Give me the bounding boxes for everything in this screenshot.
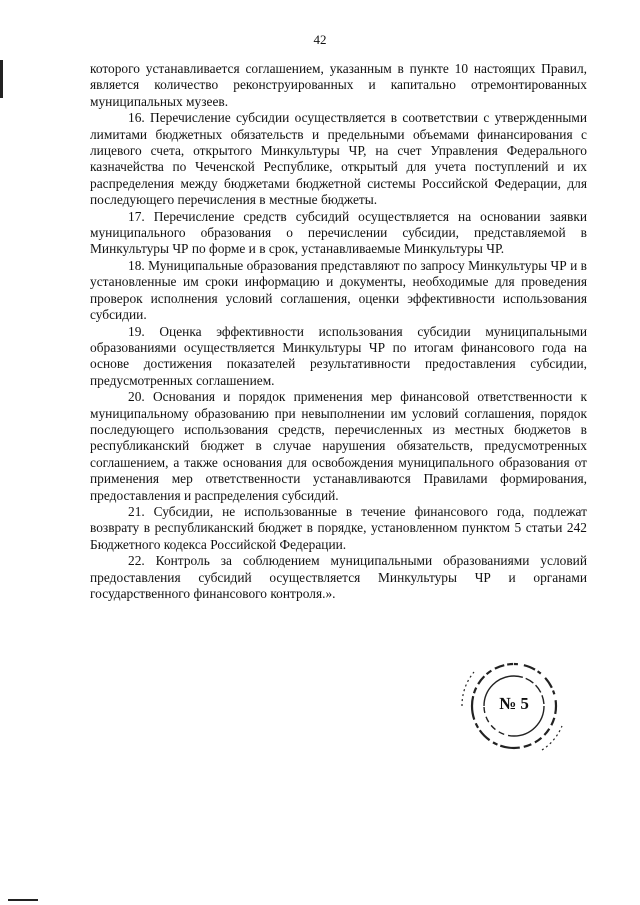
official-stamp	[454, 646, 574, 766]
scan-edge-mark	[0, 60, 3, 98]
document-body	[90, 61, 587, 602]
paragraph-19: 19. Оценка эффективности использования субсидии муниципальными образованиями осуществляется Минкультуры ЧР по итогам финансового года на основе достижения показателей результативности предоставления субсидии, предусмотренных соглашением.	[90, 323, 587, 388]
paragraph-18: 18. Муниципальные образования представляют по запросу Минкультуры ЧР и в установленные им сроки информацию и документы, необходимые для проведения проверок исполнения условий соглашения, оценки эффективности использования субсидии.	[90, 257, 587, 323]
page-number: 42	[313, 32, 327, 47]
paragraph-17: 17. Перечисление средств субсидий осуществляется на основании заявки муниципального образования о перечислении субсидии, представляемой в Минкультуры ЧР по форме и в срок, устанавливаемые Минкультуры ЧР.	[90, 208, 587, 257]
paragraph-20: 20. Основания и порядок применения мер финансовой ответственности к муниципальному образованию при невыполнении им условий соглашения, порядок последующего использования средств, перечисленных из местных бюджетов в республиканский бюджет в случае нарушения обязательств, предусмотренных соглашением, а также основания для освобождения муниципального образования от применения мер ответственности устанавливаются Правилами формирования, предоставления и распределения субсидий.	[90, 389, 587, 503]
paragraph-16: 16. Перечисление субсидии осуществляется в соответствии с утвержденными лимитами бюджетных обязательств и предельными объемами финансирования с лицевого счета, открытого Минкультуры ЧР, на счет Управления Федерального казначейства по Чеченской Республике, открытый для учета поступлений и их распределения между бюджетами бюджетной системы Российской Федерации, для последующего перечисления в местные бюджеты.	[90, 110, 587, 208]
stamp-number: № 5	[499, 694, 529, 713]
paragraph-22: 22. Контроль за соблюдением муниципальными образованиями условий предоставления субсидий осуществляется Минкультуры ЧР и органами государственного финансового контроля.».	[90, 553, 587, 601]
paragraph-21: 21. Субсидии, не использованные в течение финансового года, подлежат возврату в республиканский бюджет в порядке, установленном пунктом 5 статьи 242 Бюджетного кодекса Российской Федерации.	[90, 503, 587, 552]
paragraph-continuation: которого устанавливается соглашением, указанным в пункте 10 настоящих Правил, является количество реконструированных и капитально отремонтированных муниципальных музеев.	[90, 61, 587, 109]
scan-edge-mark-bottom	[8, 899, 38, 901]
